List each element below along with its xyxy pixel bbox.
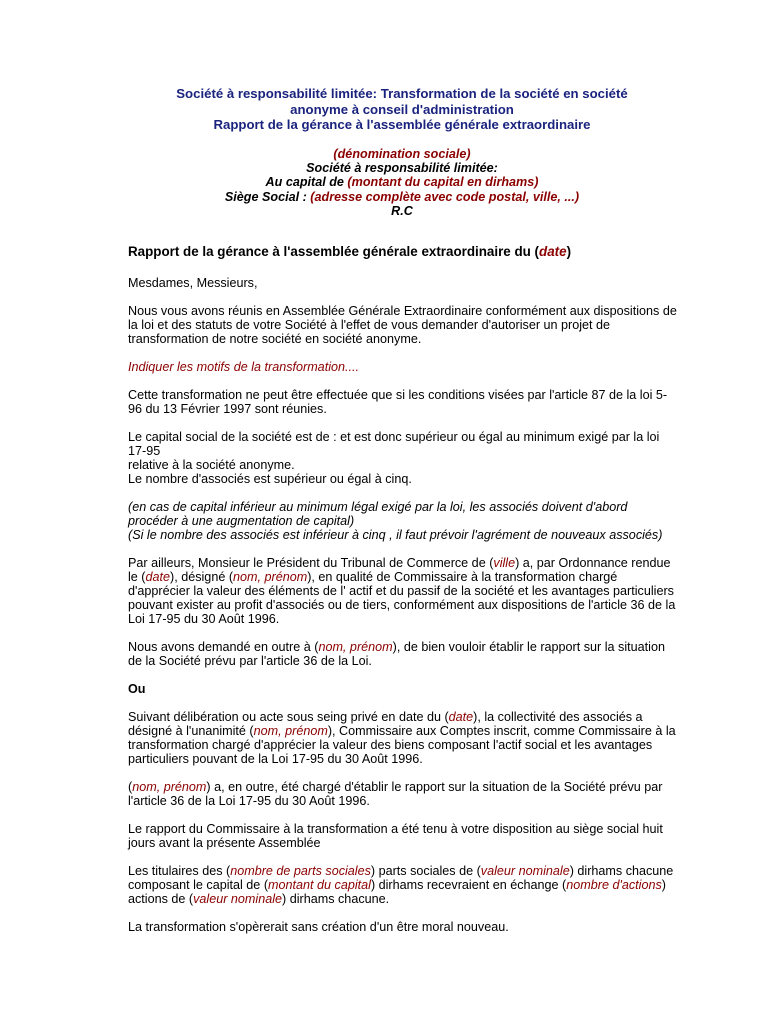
- placeholder-actions: nombre d'actions: [566, 878, 662, 892]
- p5-text-b: ), la collectivité des associés a désigné à l'unanimité (: [128, 710, 643, 738]
- paragraph-intro: Nous vous avons réunis en Assemblée Générale Extraordinaire conformément aux dispositions de la loi et des statuts de votre Société à l'effet de vous demander d'autoriser un projet de transformation de notre société en société anonyme.: [128, 304, 677, 346]
- siege-line: [128, 190, 676, 204]
- note-associes: (Si le nombre des associés est inférieur à cinq , il faut prévoir l'agrément de nouveaux associés): [128, 528, 663, 542]
- placeholder-nom: nom, prénom: [233, 570, 308, 584]
- paragraph-conditions: Cette transformation ne peut être effectuée que si les conditions visées par l'article 87 de la loi 5-96 du 13 Février 1997 sont réunies.: [128, 388, 668, 416]
- placeholder-montant: montant du capital: [268, 878, 371, 892]
- siege-value: (adresse complète avec code postal, ville, ...): [310, 189, 580, 204]
- placeholder-date: date: [448, 710, 474, 724]
- report-heading: [128, 245, 678, 259]
- paragraph-rapport-situation: [128, 780, 678, 808]
- paragraph-rapport-commissaire: Le rapport du Commissaire à la transformation a été tenu à votre disposition au siège social huit jours avant la présente Assemblée: [128, 822, 663, 850]
- notes: [128, 500, 678, 542]
- p5-text-c: ), Commissaire aux Comptes inscrit, comme Commissaire à la transformation chargé d'apprécier la valeur des biens composant l'actif social et les avantages particuliers pouvant de la Loi 17-95 du 30 Août 1996.: [128, 724, 676, 766]
- paragraph-titulaires: [128, 864, 678, 906]
- document-title: [128, 86, 676, 133]
- heading-date: date: [539, 244, 567, 259]
- p8-text-e: ) actions de (: [128, 878, 666, 906]
- title-line-1: Société à responsabilité limitée: Transformation de la société en société: [176, 86, 628, 101]
- capital-prefix: Au capital de: [265, 175, 348, 190]
- siege-prefix: Siège Social :: [224, 189, 311, 204]
- salutation: Mesdames, Messieurs,: [128, 276, 258, 290]
- capital-line-2: relative à la société anonyme.: [128, 458, 295, 472]
- title-line-2: anonyme à conseil d'administration: [290, 101, 514, 117]
- p8-text-d: ) dirhams recevraient en échange (: [370, 878, 567, 892]
- placeholder-date: date: [145, 570, 171, 584]
- placeholder-nom: nom, prénom: [318, 640, 393, 654]
- rc: R.C: [391, 203, 413, 218]
- p4-text-a: Nous avons demandé en outre à (: [128, 640, 319, 654]
- motifs-note: Indiquer les motifs de la transformation....: [128, 360, 359, 374]
- ou-separator: Ou: [128, 682, 146, 696]
- placeholder-parts: nombre de parts sociales: [230, 864, 371, 878]
- note-capital: (en cas de capital inférieur au minimum légal exigé par la loi, les associés doivent d'abord procéder à une augmentation de capital): [128, 500, 628, 528]
- capital-line-3: Le nombre d'associés est supérieur ou égal à cinq.: [128, 472, 412, 486]
- capital-value: (montant du capital en dirhams): [347, 175, 539, 190]
- p5-text-a: Suivant délibération ou acte sous seing privé en date du (: [128, 710, 449, 724]
- p3-text-b: ) a, par Ordonnance rendue le (: [128, 556, 671, 584]
- paragraph-conclusion: La transformation s'opèrerait sans création d'un être moral nouveau.: [128, 920, 509, 934]
- heading-prefix: Rapport de la gérance à l'assemblée générale extraordinaire du (: [128, 244, 540, 259]
- capital-line: [128, 175, 676, 189]
- p8-text-b: ) parts sociales de (: [370, 864, 481, 878]
- placeholder-nom: nom, prénom: [132, 780, 207, 794]
- heading-suffix: ): [566, 244, 572, 259]
- p3-text-d: ), en qualité de Commissaire à la transformation chargé d'apprécier la valeur des éléments de l' actif et du passif de la société et les avantages particuliers pouvant exister au profit d'associés ou de tiers, conformément aux dispositions de l'article 36 de la Loi 17-95 du 30 Août 1996.: [128, 570, 676, 626]
- company-identity: [128, 147, 676, 218]
- title-line-3: Rapport de la gérance à l'assemblée générale extraordinaire: [213, 117, 591, 132]
- placeholder-nom: nom, prénom: [253, 724, 328, 738]
- p3-text-c: ), désigné (: [170, 570, 234, 584]
- p8-text-f: ) dirhams chacune.: [282, 892, 390, 906]
- p3-text-a: Par ailleurs, Monsieur le Président du Tribunal de Commerce de (: [128, 556, 494, 570]
- paragraph-capital: [128, 430, 678, 486]
- company-type: Société à responsabilité limitée:: [306, 161, 498, 176]
- p6-text-b: ) a, en outre, été chargé d'établir le rapport sur la situation de la Société prévu par l'article 36 de la Loi 17-95 du 30 Août 1996.: [128, 780, 663, 808]
- paragraph-deliberation: [128, 710, 678, 766]
- paragraph-ordonnance: [128, 556, 678, 626]
- placeholder-valeur: valeur nominale: [193, 892, 283, 906]
- capital-line-1: Le capital social de la société est de : et est donc supérieur ou égal au minimum exigé par la loi 17-95: [128, 430, 660, 458]
- p4-text-b: ), de bien vouloir établir le rapport sur la situation de la Société prévu par l'article 36 de la Loi.: [128, 640, 665, 668]
- placeholder-valeur: valeur nominale: [480, 864, 570, 878]
- paragraph-demande: [128, 640, 678, 668]
- denomination: (dénomination sociale): [333, 147, 471, 161]
- placeholder-ville: ville: [493, 556, 516, 570]
- p8-text-a: Les titulaires des (: [128, 864, 231, 878]
- p8-text-c: ) dirhams chacune composant le capital de (: [128, 864, 674, 892]
- p6-text-a: (: [128, 780, 133, 794]
